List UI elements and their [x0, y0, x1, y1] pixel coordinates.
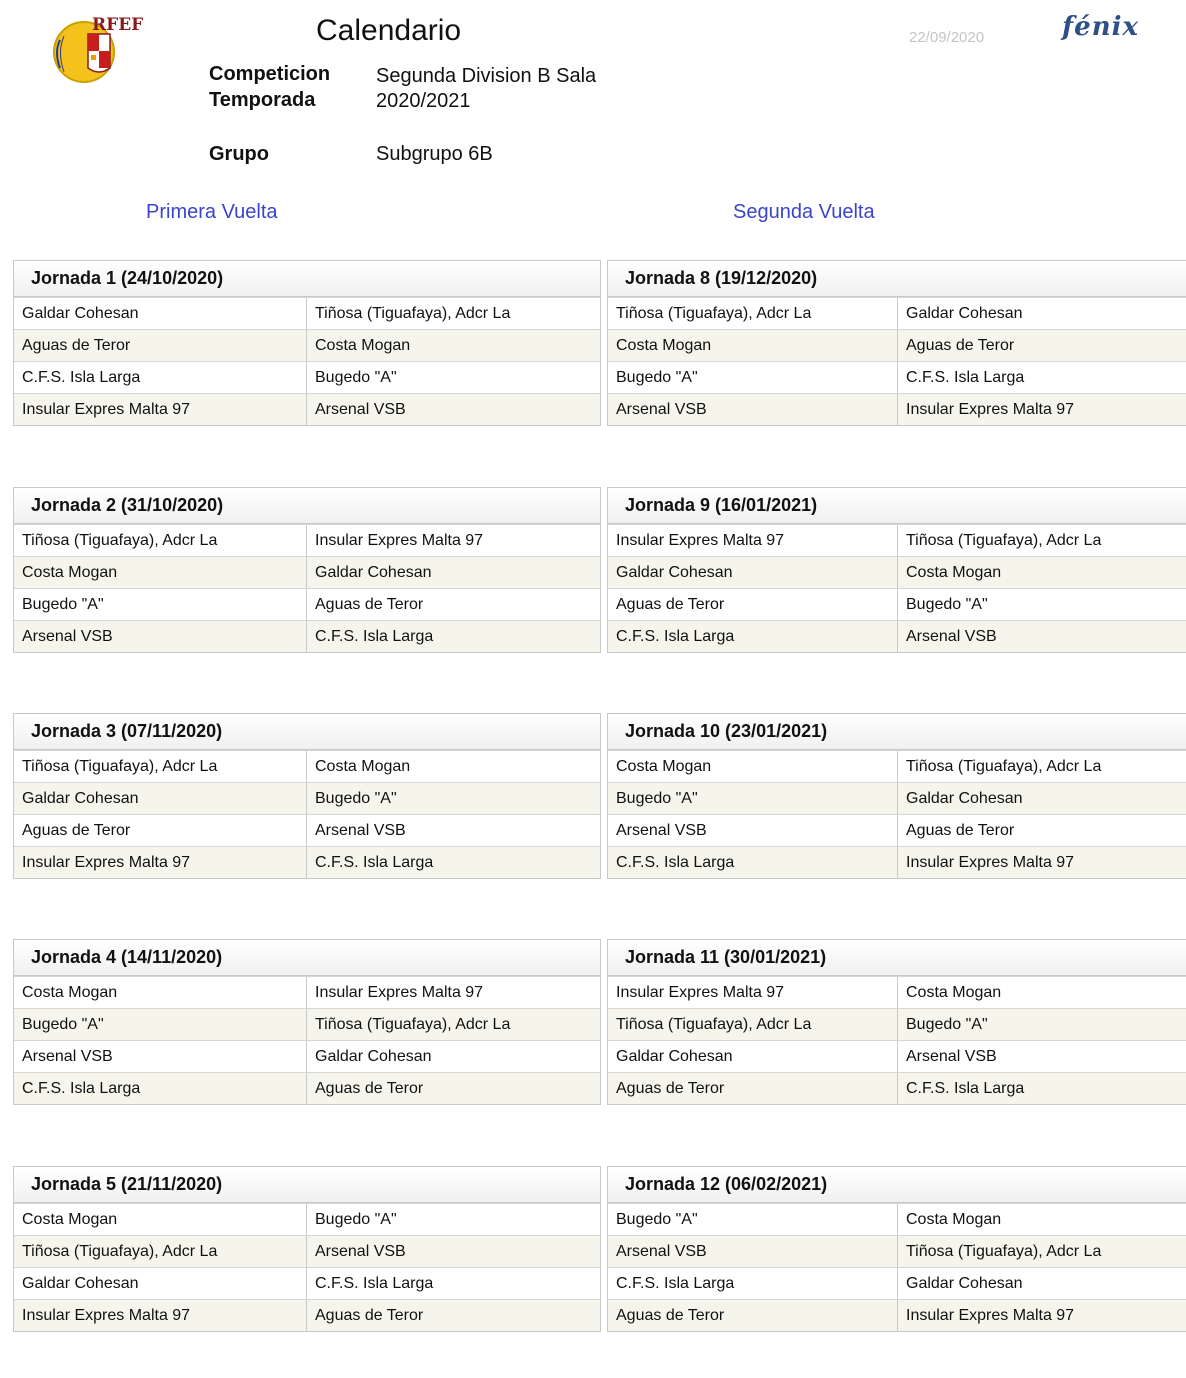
home-team: Costa Mogan	[22, 984, 118, 1001]
match-row	[608, 524, 1186, 556]
home-team: Costa Mogan	[616, 337, 712, 354]
match-row	[608, 556, 1186, 588]
away-team: Arsenal VSB	[306, 394, 598, 425]
home-team: Aguas de Teror	[616, 1307, 725, 1324]
home-team: Arsenal VSB	[616, 822, 707, 839]
home-team: Aguas de Teror	[616, 596, 725, 613]
match-row	[608, 1235, 1186, 1267]
away-team: Galdar Cohesan	[897, 1268, 1186, 1299]
home-team: Costa Mogan	[22, 564, 118, 581]
away-team: Bugedo "A"	[897, 1009, 1186, 1040]
grupo-value: Subgrupo 6B	[376, 143, 493, 165]
home-team: Bugedo "A"	[616, 1211, 698, 1228]
match-row	[608, 1040, 1186, 1072]
away-team: Insular Expres Malta 97	[897, 847, 1186, 878]
match-row	[14, 814, 600, 846]
match-row	[608, 782, 1186, 814]
away-team: C.F.S. Isla Larga	[897, 362, 1186, 393]
home-team: Insular Expres Malta 97	[22, 401, 191, 418]
temporada-value: 2020/2021	[376, 90, 471, 112]
temporada-label: Temporada	[209, 89, 316, 111]
away-team: C.F.S. Isla Larga	[306, 621, 598, 652]
match-row	[14, 524, 600, 556]
brand-logo: fénix	[1062, 12, 1140, 42]
away-team: Costa Mogan	[306, 751, 598, 782]
away-team: Tiñosa (Tiguafaya), Adcr La	[897, 1236, 1186, 1267]
away-team: Aguas de Teror	[306, 1300, 598, 1331]
away-team: Galdar Cohesan	[306, 557, 598, 588]
match-row	[608, 329, 1186, 361]
jornada-table	[607, 939, 1186, 1105]
match-row	[608, 393, 1186, 425]
away-team: Tiñosa (Tiguafaya), Adcr La	[897, 751, 1186, 782]
segunda-vuelta-heading: Segunda Vuelta	[733, 201, 875, 223]
jornada-table	[13, 487, 601, 653]
jornada-title: Jornada 2 (31/10/2020)	[14, 488, 600, 524]
match-row	[14, 1072, 600, 1104]
match-row	[608, 1072, 1186, 1104]
jornada-title: Jornada 9 (16/01/2021)	[608, 488, 1186, 524]
match-row	[608, 1267, 1186, 1299]
home-team: Galdar Cohesan	[22, 790, 139, 807]
home-team: Tiñosa (Tiguafaya), Adcr La	[22, 758, 218, 775]
away-team: Costa Mogan	[897, 1204, 1186, 1235]
away-team: Bugedo "A"	[306, 783, 598, 814]
match-row	[14, 393, 600, 425]
competicion-value: Segunda Division B Sala	[376, 65, 597, 87]
home-team: C.F.S. Isla Larga	[22, 1080, 141, 1097]
home-team: Insular Expres Malta 97	[22, 854, 191, 871]
jornada-title: Jornada 11 (30/01/2021)	[608, 940, 1186, 976]
home-team: C.F.S. Isla Larga	[616, 854, 735, 871]
home-team: Insular Expres Malta 97	[616, 984, 785, 1001]
home-team: Insular Expres Malta 97	[22, 1307, 191, 1324]
jornada-table	[13, 713, 601, 879]
away-team: Arsenal VSB	[897, 1041, 1186, 1072]
match-row	[14, 782, 600, 814]
away-team: Arsenal VSB	[897, 621, 1186, 652]
home-team: Aguas de Teror	[616, 1080, 725, 1097]
jornada-table	[13, 1166, 601, 1332]
home-team: C.F.S. Isla Larga	[616, 628, 735, 645]
match-row	[608, 846, 1186, 878]
match-row	[14, 329, 600, 361]
match-row	[608, 814, 1186, 846]
jornada-title: Jornada 12 (06/02/2021)	[608, 1167, 1186, 1203]
jornada-title: Jornada 3 (07/11/2020)	[14, 714, 600, 750]
match-row	[14, 361, 600, 393]
page-title: Calendario	[316, 14, 462, 47]
home-team: Galdar Cohesan	[616, 564, 733, 581]
away-team: Aguas de Teror	[897, 815, 1186, 846]
jornada-table	[607, 1166, 1186, 1332]
match-row	[14, 1008, 600, 1040]
away-team: C.F.S. Isla Larga	[306, 1268, 598, 1299]
jornada-title: Jornada 10 (23/01/2021)	[608, 714, 1186, 750]
away-team: Arsenal VSB	[306, 1236, 598, 1267]
away-team: Aguas de Teror	[306, 589, 598, 620]
away-team: Arsenal VSB	[306, 815, 598, 846]
match-row	[608, 1008, 1186, 1040]
jornada-title: Jornada 4 (14/11/2020)	[14, 940, 600, 976]
match-row	[14, 297, 600, 329]
jornada-table	[13, 939, 601, 1105]
away-team: C.F.S. Isla Larga	[897, 1073, 1186, 1104]
match-row	[608, 750, 1186, 782]
home-team: Aguas de Teror	[22, 337, 131, 354]
jornada-title: Jornada 1 (24/10/2020)	[14, 261, 600, 297]
match-row	[608, 588, 1186, 620]
home-team: Bugedo "A"	[22, 1016, 104, 1033]
home-team: Bugedo "A"	[22, 596, 104, 613]
match-row	[608, 297, 1186, 329]
home-team: Galdar Cohesan	[616, 1048, 733, 1065]
away-team: Bugedo "A"	[306, 1204, 598, 1235]
match-row	[608, 976, 1186, 1008]
home-team: Galdar Cohesan	[22, 1275, 139, 1292]
competicion-label: Competicion	[209, 63, 331, 85]
home-team: Tiñosa (Tiguafaya), Adcr La	[616, 305, 812, 322]
home-team: Aguas de Teror	[22, 822, 131, 839]
home-team: Costa Mogan	[22, 1211, 118, 1228]
match-row	[14, 976, 600, 1008]
match-row	[608, 1203, 1186, 1235]
match-row	[14, 620, 600, 652]
home-team: Tiñosa (Tiguafaya), Adcr La	[616, 1016, 812, 1033]
home-team: Arsenal VSB	[616, 401, 707, 418]
jornada-table	[607, 713, 1186, 879]
match-row	[608, 620, 1186, 652]
home-team: C.F.S. Isla Larga	[616, 1275, 735, 1292]
grupo-label: Grupo	[209, 143, 269, 165]
away-team: Tiñosa (Tiguafaya), Adcr La	[897, 525, 1186, 556]
away-team: Costa Mogan	[897, 557, 1186, 588]
away-team: Bugedo "A"	[306, 362, 598, 393]
away-team: Costa Mogan	[306, 330, 598, 361]
jornada-title: Jornada 8 (19/12/2020)	[608, 261, 1186, 297]
away-team: Insular Expres Malta 97	[897, 394, 1186, 425]
jornada-table	[607, 260, 1186, 426]
match-row	[14, 1235, 600, 1267]
home-team: Costa Mogan	[616, 758, 712, 775]
match-row	[14, 1267, 600, 1299]
home-team: Arsenal VSB	[22, 1048, 113, 1065]
away-team: Costa Mogan	[897, 977, 1186, 1008]
home-team: Bugedo "A"	[616, 369, 698, 386]
jornada-table	[13, 260, 601, 426]
away-team: Insular Expres Malta 97	[306, 977, 598, 1008]
away-team: Aguas de Teror	[897, 330, 1186, 361]
logo-letters: RFEF	[92, 15, 144, 35]
away-team: Tiñosa (Tiguafaya), Adcr La	[306, 1009, 598, 1040]
away-team: Insular Expres Malta 97	[306, 525, 598, 556]
report-date: 22/09/2020	[909, 29, 985, 46]
primera-vuelta-heading: Primera Vuelta	[146, 201, 278, 223]
away-team: C.F.S. Isla Larga	[306, 847, 598, 878]
home-team: Arsenal VSB	[22, 628, 113, 645]
match-row	[14, 1203, 600, 1235]
away-team: Insular Expres Malta 97	[897, 1300, 1186, 1331]
away-team: Galdar Cohesan	[897, 783, 1186, 814]
away-team: Tiñosa (Tiguafaya), Adcr La	[306, 298, 598, 329]
away-team: Aguas de Teror	[306, 1073, 598, 1104]
jornada-table	[607, 487, 1186, 653]
match-row	[14, 1040, 600, 1072]
match-row	[14, 846, 600, 878]
home-team: Insular Expres Malta 97	[616, 532, 785, 549]
match-row	[14, 588, 600, 620]
jornada-title: Jornada 5 (21/11/2020)	[14, 1167, 600, 1203]
away-team: Bugedo "A"	[897, 589, 1186, 620]
home-team: Tiñosa (Tiguafaya), Adcr La	[22, 532, 218, 549]
match-row	[608, 1299, 1186, 1331]
away-team: Galdar Cohesan	[897, 298, 1186, 329]
match-row	[14, 556, 600, 588]
home-team: Bugedo "A"	[616, 790, 698, 807]
match-row	[608, 361, 1186, 393]
home-team: Galdar Cohesan	[22, 305, 139, 322]
match-row	[14, 750, 600, 782]
home-team: Arsenal VSB	[616, 1243, 707, 1260]
away-team: Galdar Cohesan	[306, 1041, 598, 1072]
federation-logo	[48, 10, 144, 90]
home-team: Tiñosa (Tiguafaya), Adcr La	[22, 1243, 218, 1260]
home-team: C.F.S. Isla Larga	[22, 369, 141, 386]
match-row	[14, 1299, 600, 1331]
